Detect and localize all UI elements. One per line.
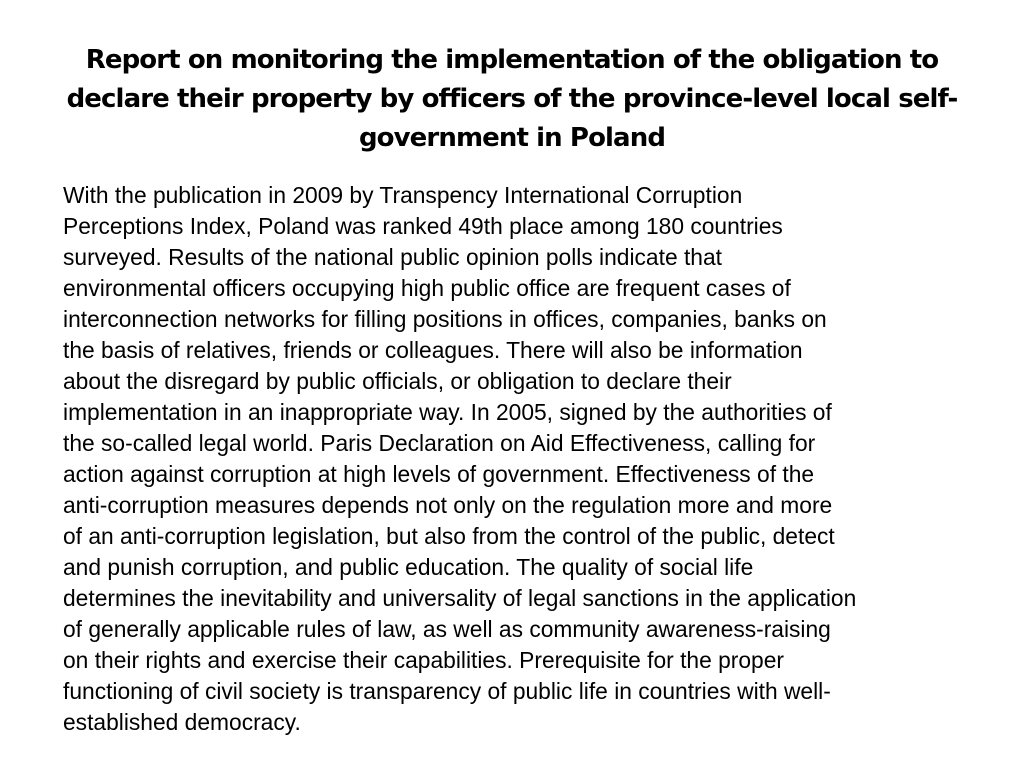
body-line: With the publication in 2009 by Transpency International Corruption — [63, 182, 743, 208]
body-line: of an anti-corruption legislation, but also from the control of the public, detect — [63, 523, 835, 549]
body-line: on their rights and exercise their capabilities. Prerequisite for the proper — [63, 647, 785, 673]
body-line: action against corruption at high levels of government. Effectiveness of the — [63, 461, 815, 487]
body-line: and punish corruption, and public education. The quality of social life — [63, 554, 754, 580]
slide-title: Report on monitoring the implementation of the obligation to declare their property by officers of the province-level local self-government in Poland — [66, 45, 958, 153]
body-line: interconnection networks for filling positions in offices, companies, banks on — [63, 306, 827, 332]
body-line: determines the inevitability and universality of legal sanctions in the application — [63, 585, 857, 611]
body-line: environmental officers occupying high public office are frequent cases of — [63, 275, 791, 301]
body-line: the so-called legal world. Paris Declaration on Aid Effectiveness, calling for — [63, 430, 816, 456]
body-line: functioning of civil society is transparency of public life in countries with well- — [63, 678, 831, 704]
body-line: surveyed. Results of the national public opinion polls indicate that — [63, 244, 722, 270]
body-line: of generally applicable rules of law, as well as community awareness-raising — [63, 616, 831, 642]
body-line: anti-corruption measures depends not only on the regulation more and more — [63, 492, 833, 518]
body-line: about the disregard by public officials, or obligation to declare their — [63, 368, 732, 394]
body-line: the basis of relatives, friends or colleagues. There will also be information — [63, 337, 803, 363]
body-line: implementation in an inappropriate way. In 2005, signed by the authorities of — [63, 399, 832, 425]
body-line: established democracy. — [63, 709, 301, 735]
body-line: Perceptions Index, Poland was ranked 49th place among 180 countries — [63, 213, 783, 239]
